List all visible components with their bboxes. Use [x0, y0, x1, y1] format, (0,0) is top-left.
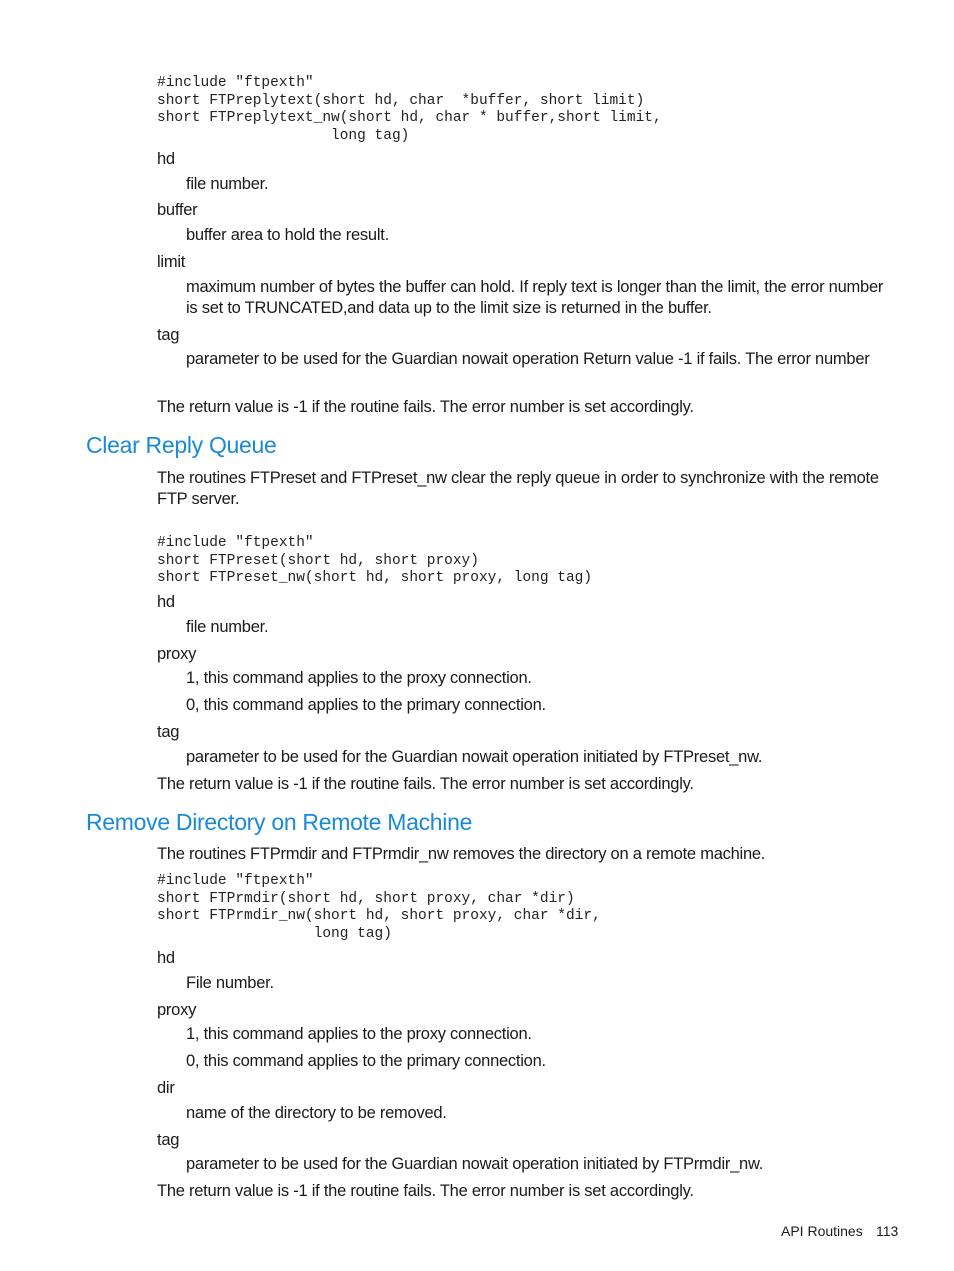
param-desc-hd: File number. [186, 974, 274, 992]
param-desc-proxy-0: 0, this command applies to the primary connection. [186, 696, 546, 714]
param-desc-proxy-1: 1, this command applies to the proxy connection. [186, 1025, 532, 1043]
footer-page-number: 113 [876, 1223, 899, 1239]
param-desc-hd: file number. [186, 175, 269, 193]
return-value-text: The return value is -1 if the routine fails. The error number is set accordingly. [157, 398, 694, 416]
code-block-ftpreplytext: #include "ftpexth" short FTPreplytext(short hd, char *buffer, short limit) short FTPreplytext_nw(short hd, char * buffer,short limit, long tag) [157, 75, 662, 144]
param-term-tag: tag [157, 723, 180, 741]
param-term-tag: tag [157, 1131, 180, 1149]
code-block-ftpreset: #include "ftpexth" short FTPreset(short hd, short proxy) short FTPreset_nw(short hd, short proxy, long tag) [157, 535, 593, 587]
param-desc-buffer: buffer area to hold the result. [186, 226, 389, 244]
section-heading-remove-directory: Remove Directory on Remote Machine [86, 809, 473, 835]
param-desc-tag: parameter to be used for the Guardian nowait operation initiated by FTPrmdir_nw. [186, 1155, 764, 1173]
param-term-limit: limit [157, 253, 186, 271]
section-heading-clear-reply-queue: Clear Reply Queue [86, 432, 277, 458]
param-desc-proxy-1: 1, this command applies to the proxy connection. [186, 669, 532, 687]
param-term-tag: tag [157, 326, 180, 344]
param-desc-dir: name of the directory to be removed. [186, 1104, 447, 1122]
code-block-ftprmdir: #include "ftpexth" short FTPrmdir(short hd, short proxy, char *dir) short FTPrmdir_nw(short hd, short proxy, char *dir, long tag) [157, 873, 601, 942]
section-intro: The routines FTPreset and FTPreset_nw clear the reply queue in order to synchronize with the remote FTP server. [157, 469, 879, 508]
param-desc-tag: parameter to be used for the Guardian nowait operation initiated by FTPreset_nw. [186, 748, 763, 766]
param-desc-limit: maximum number of bytes the buffer can hold. If reply text is longer than the limit, the error number is set to TRUNCATED,and data up to the limit size is returned in the buffer. [186, 278, 884, 317]
param-term-hd: hd [157, 593, 175, 611]
param-desc-hd: file number. [186, 618, 269, 636]
param-term-hd: hd [157, 150, 175, 168]
param-desc-proxy-0: 0, this command applies to the primary connection. [186, 1052, 546, 1070]
param-desc-tag: parameter to be used for the Guardian nowait operation Return value -1 if fails. The error number [186, 350, 870, 368]
param-term-proxy: proxy [157, 645, 197, 663]
param-term-dir: dir [157, 1079, 175, 1097]
param-term-hd: hd [157, 949, 175, 967]
footer-section-name: API Routines [781, 1223, 863, 1239]
param-term-proxy: proxy [157, 1001, 197, 1019]
return-value-text: The return value is -1 if the routine fails. The error number is set accordingly. [157, 775, 694, 793]
param-term-buffer: buffer [157, 201, 198, 219]
return-value-text: The return value is -1 if the routine fails. The error number is set accordingly. [157, 1182, 694, 1200]
section-intro: The routines FTPrmdir and FTPrmdir_nw removes the directory on a remote machine. [157, 845, 766, 863]
